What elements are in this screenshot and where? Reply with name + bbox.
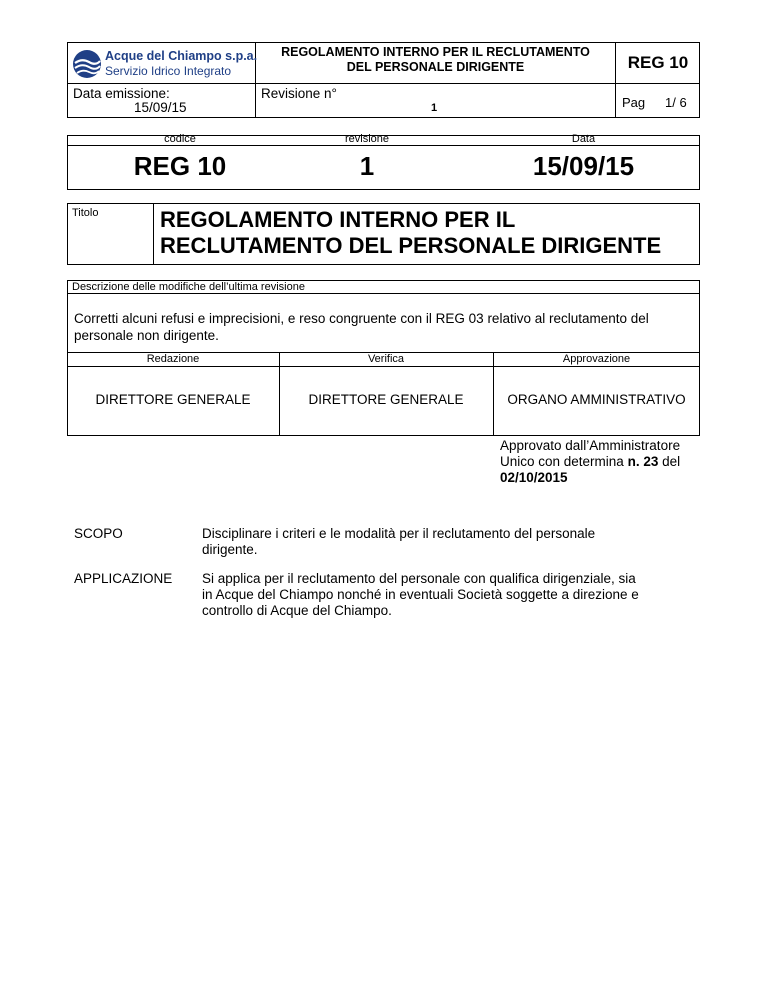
header-title <box>256 45 615 75</box>
redazione-label: Redazione <box>146 353 200 365</box>
approval-determina-number: n. 23 <box>627 454 659 469</box>
approval-note <box>500 438 697 486</box>
applicazione-text <box>202 571 639 619</box>
scopo-text-line1: Disciplinare i criteri e le modalità per il reclutamento del personale <box>202 526 596 541</box>
revisione-value: 1 <box>359 151 375 181</box>
header-title-line1: REGOLAMENTO INTERNO PER IL RECLUTAMENTO <box>281 45 590 59</box>
approvazione-label: Approvazione <box>562 353 631 365</box>
emission-date: 15/09/15 <box>134 100 187 115</box>
modifications-text <box>74 310 696 344</box>
emission-label: Data emissione: <box>73 86 170 101</box>
approval-note-line2-post: del <box>658 454 681 469</box>
codice-label: codice <box>164 133 196 145</box>
approval-note-line2-pre: Unico con determina <box>500 454 628 469</box>
verifica-label: Verifica <box>367 353 405 365</box>
scopo-text <box>202 526 595 558</box>
redazione-value: DIRETTORE GENERALE <box>95 392 251 407</box>
header-doc-code: REG 10 <box>627 53 689 72</box>
page-number: 1/ 6 <box>665 95 687 110</box>
modifications-label: Descrizione delle modifiche dell’ultima revisione <box>72 281 305 293</box>
data-label: Data <box>571 133 596 145</box>
approvazione-value: ORGANO AMMINISTRATIVO <box>507 392 686 407</box>
page-label: Pag <box>622 95 646 110</box>
modifications-text-line1: Corretti alcuni refusi e imprecisioni, e reso congruente con il REG 03 relativo al reclutamento del <box>74 311 649 326</box>
codice-value: REG 10 <box>133 151 227 181</box>
applicazione-text-line2: in Acque del Chiampo nonché in eventuali Società soggette a direzione e <box>202 587 639 602</box>
company-logo <box>72 48 258 80</box>
scopo-text-line2: dirigente. <box>202 542 258 557</box>
approval-date: 02/10/2015 <box>500 470 568 485</box>
data-value: 15/09/15 <box>532 151 635 181</box>
scopo-label: SCOPO <box>74 526 123 541</box>
approval-note-line1: Approvato dall’Amministratore <box>500 438 681 453</box>
revision-value: 1 <box>431 102 438 114</box>
header-title-line2: DEL PERSONALE DIRIGENTE <box>346 60 525 74</box>
document-title-line2: RECLUTAMENTO DEL PERSONALE DIRIGENTE <box>160 233 662 258</box>
applicazione-label: APPLICAZIONE <box>74 571 173 586</box>
modifications-text-line2: personale non dirigente. <box>74 328 219 343</box>
document-title-line1: REGOLAMENTO INTERNO PER IL <box>160 207 516 232</box>
applicazione-text-line3: controllo di Acque del Chiampo. <box>202 603 392 618</box>
company-subtitle: Servizio Idrico Integrato <box>105 64 232 78</box>
verifica-value: DIRETTORE GENERALE <box>308 392 464 407</box>
applicazione-text-line1: Si applica per il reclutamento del personale con qualifica dirigenziale, sia <box>202 571 636 586</box>
revision-label: Revisione n° <box>261 86 337 101</box>
company-name: Acque del Chiampo s.p.a. <box>105 49 258 63</box>
title-label: Titolo <box>72 207 99 219</box>
revisione-label: revisione <box>344 133 390 145</box>
document-title <box>160 207 661 259</box>
